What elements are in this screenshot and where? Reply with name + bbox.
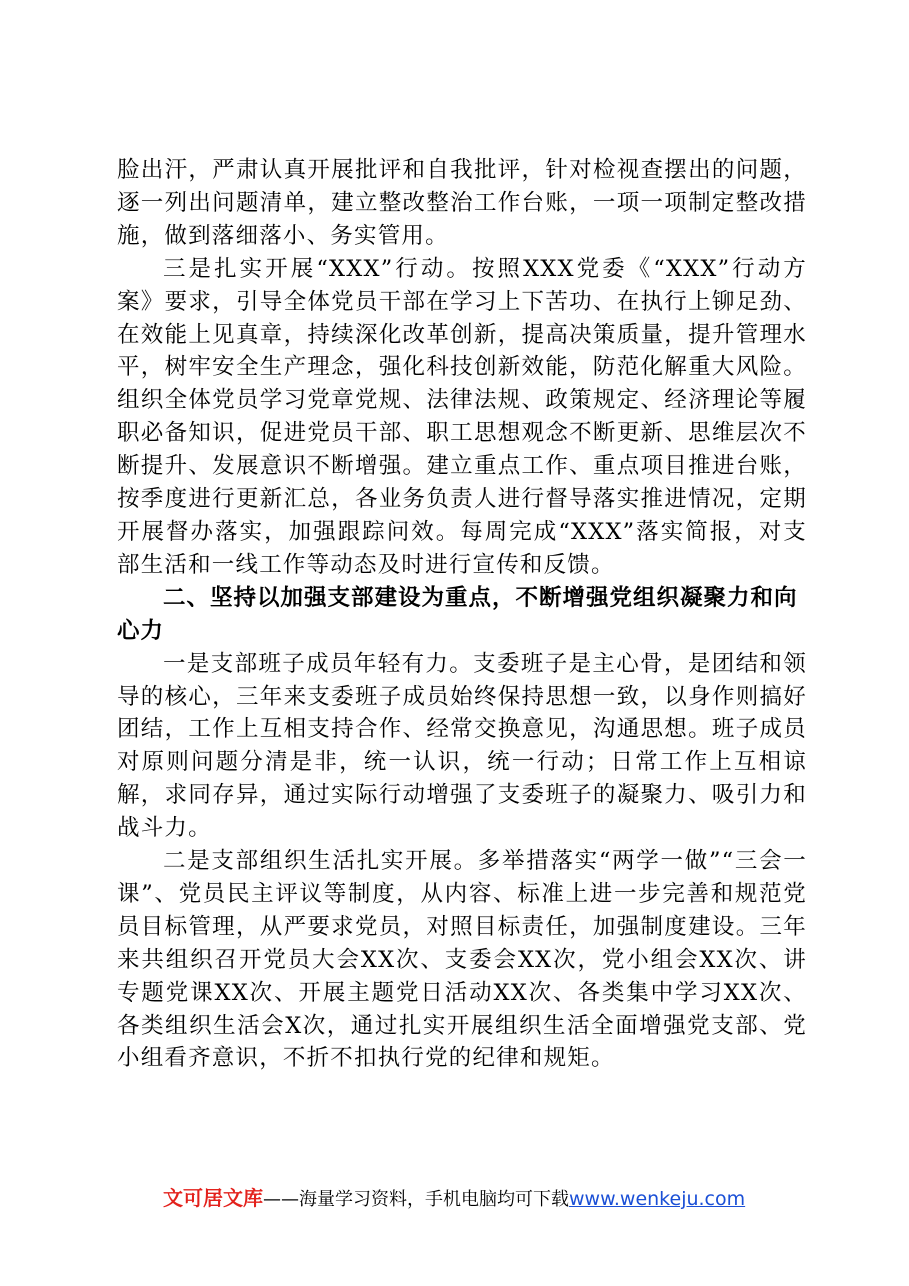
footer-slogan: ——海量学习资料，手机电脑均可下载 bbox=[263, 1189, 569, 1210]
paragraph-branch-team: 一是支部班子成员年轻有力。支委班子是主心骨，是团结和领导的核心，三年来支委班子成员始终保持思想一致，以身作则搞好团结，工作上互相支持合作、经常交换意见，沟通思想。班子成员对原则问题分清是非，统一认识，统一行动；日常工作上互相谅解，求同存异，通过实际行动增强了支委班子的凝聚力、吸引力和战斗力。 bbox=[117, 650, 807, 842]
document-body bbox=[117, 154, 807, 1075]
brand-name: 文可居文库 bbox=[163, 1186, 263, 1210]
paragraph-continuation: 脸出汗，严肃认真开展批评和自我批评，针对检视查摆出的问题，逐一列出问题清单，建立整改整治工作台账，一项一项制定整改措施，做到落细落小、务实管用。 bbox=[117, 157, 807, 249]
website-link[interactable]: www.wenkeju.com bbox=[569, 1188, 746, 1210]
paragraph-organization-life: 二是支部组织生活扎实开展。多举措落实“两学一做”“三会一课”、党员民主评议等制度，从内容、标准上进一步完善和规范党员目标管理，从严要求党员，对照目标责任，加强制度建设。三年来共组织召开党员大会XX次、支委会XX次，党小组会XX次、讲专题党课XX次、开展主题党日活动XX次、各类集中学习XX次、各类组织生活会X次，通过扎实开展组织生活全面增强党支部、党小组看齐意识，不折不扣执行党的纪律和规矩。 bbox=[117, 848, 807, 1072]
section-heading: 二、坚持以加强支部建设为重点，不断增强党组织凝聚力和向心力 bbox=[117, 584, 798, 644]
paragraph-xxx-action: 三是扎实开展“XXX”行动。按照XXX党委《“XXX”行动方案》要求，引导全体党员干部在学习上下苦功、在执行上铆足劲、在效能上见真章，持续深化改革创新，提高决策质量，提升管理水平，树牢安全生产理念，强化科技创新效能，防范化解重大风险。组织全体党员学习党章党规、法律法规、政策规定、经济理论等履职必备知识，促进党员干部、职工思想观念不断更新、思维层次不断提升、发展意识不断增强。建立重点工作、重点项目推进台账，按季度进行更新汇总，各业务负责人进行督导落实推进情况，定期开展督办落实，加强跟踪问效。每周完成“XXX”落实简报，对支部生活和一线工作等动态及时进行宣传和反馈。 bbox=[117, 255, 807, 578]
footer-banner bbox=[163, 1183, 783, 1213]
